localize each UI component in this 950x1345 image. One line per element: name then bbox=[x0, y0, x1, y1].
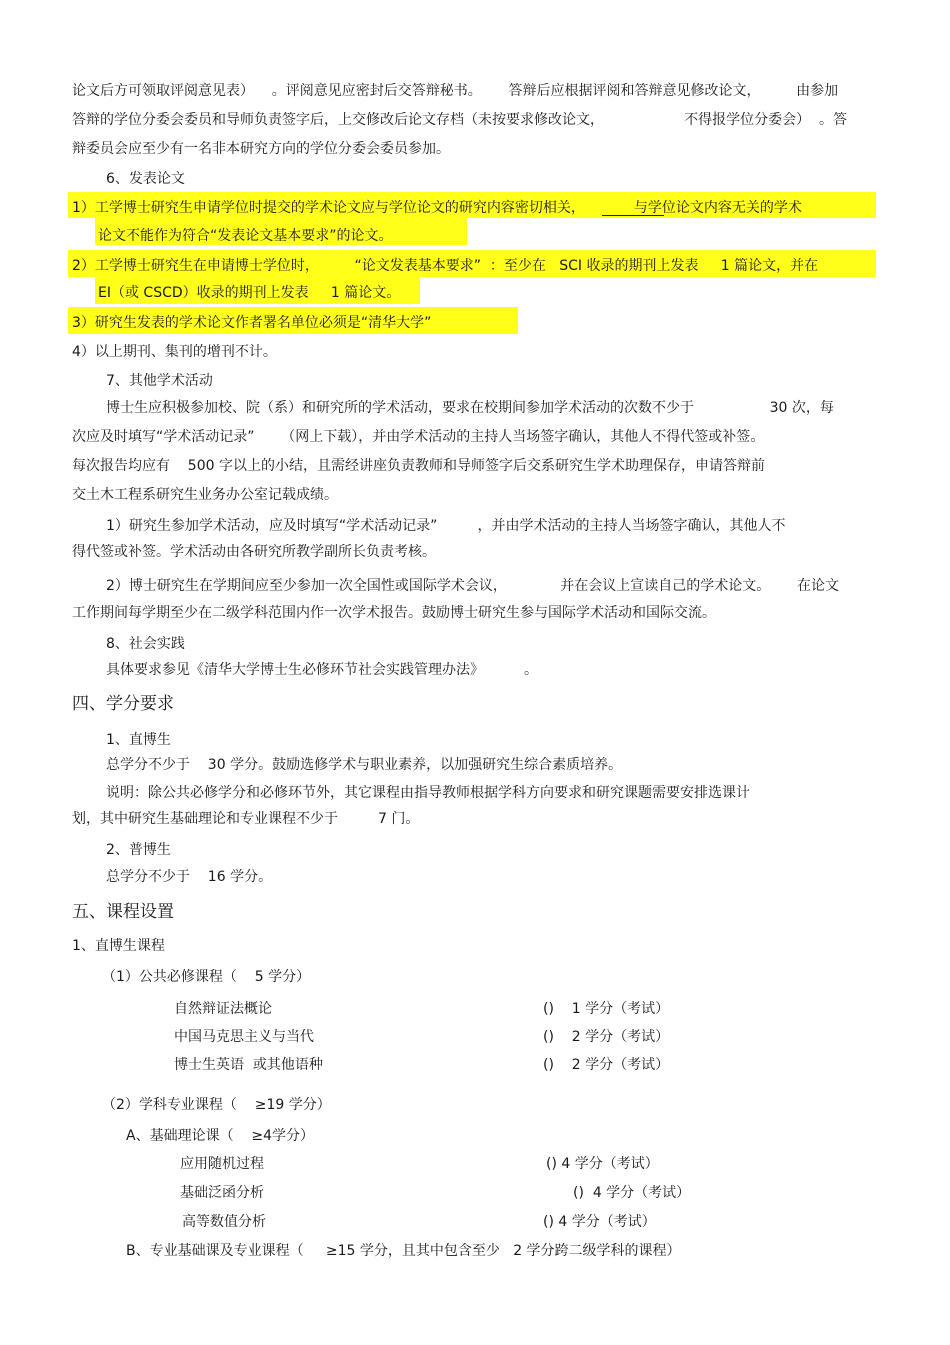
subsection-heading: （1）公共必修课程（ 5 学分） bbox=[102, 969, 311, 985]
course-name: 应用随机过程 bbox=[180, 1156, 264, 1172]
course-name: 基础泛函分析 bbox=[180, 1185, 264, 1201]
text-line: 2）工学博士研究生在申请博士学位时， “论文发表基本要求” ：至少在 SCI 收录的期刊上发表 1 篇论文，并在 bbox=[72, 258, 819, 274]
course-credit: () 2 学分（考试） bbox=[543, 1057, 670, 1073]
course-credit: () 2 学分（考试） bbox=[543, 1029, 670, 1045]
text-line: 具体要求参见《清华大学博士生必修环节社会实践管理办法》 。 bbox=[106, 662, 539, 678]
text-line: 论文后方可领取评阅意见表） 。评阅意见应密封后交答辩秘书。 答辩后应根据评阅和答辩意见修改论文， 由参加 bbox=[72, 83, 839, 99]
subsection-heading: （2）学科专业课程（ ≥19 学分） bbox=[102, 1097, 331, 1113]
course-credit: () 4 学分（考试） bbox=[546, 1156, 659, 1172]
course-name: 博士生英语 或其他语种 bbox=[174, 1057, 323, 1073]
section-heading: 6、发表论文 bbox=[106, 171, 185, 187]
course-credit: () 4 学分（考试） bbox=[543, 1214, 656, 1230]
text-line: 每次报告均应有 500 字以上的小结，且需经讲座负责教师和导师签字后交系研究生学术助理保存，申请答辩前 bbox=[72, 458, 765, 474]
section-heading: 1、直博生 bbox=[106, 732, 171, 748]
chapter-heading: 四、学分要求 bbox=[72, 694, 174, 714]
section-heading: 2、普博生 bbox=[106, 842, 171, 858]
text-line: 得代签或补签。学术活动由各研究所教学副所长负责考核。 bbox=[72, 544, 436, 560]
text-line: 1）工学博士研究生申请学位时提交的学术论文应与学位论文的研究内容密切相关， 与学位论文内容无关的学术 bbox=[72, 200, 802, 216]
course-name: 中国马克思主义与当代 bbox=[174, 1029, 314, 1045]
section-heading: 8、社会实践 bbox=[106, 636, 185, 652]
text-line: 3）研究生发表的学术论文作者署名单位必须是“清华大学” bbox=[72, 315, 432, 331]
section-heading: 7、其他学术活动 bbox=[106, 373, 213, 389]
course-credit: () 1 学分（考试） bbox=[543, 1001, 670, 1017]
text-line: 1）研究生参加学术活动，应及时填写“学术活动记录” ，并由学术活动的主持人当场签字确认，其他人不 bbox=[106, 518, 786, 534]
text-line: 交土木工程系研究生业务办公室记载成绩。 bbox=[72, 487, 338, 503]
text-line: 划，其中研究生基础理论和专业课程不少于 7 门。 bbox=[72, 811, 420, 827]
text-line: 总学分不少于 30 学分。鼓励选修学术与职业素养，以加强研究生综合素质培养。 bbox=[106, 757, 623, 773]
section-heading: 1、直博生课程 bbox=[72, 938, 165, 954]
text-line: 次应及时填写“学术活动记录” （网上下载），并由学术活动的主持人当场签字确认，其他人不得代签或补签。 bbox=[72, 429, 765, 445]
course-name: 高等数值分析 bbox=[182, 1214, 266, 1230]
text-line: 总学分不少于 16 学分。 bbox=[106, 869, 273, 885]
text-line: 4）以上期刊、集刊的增刊不计。 bbox=[72, 344, 277, 360]
course-credit: () 4 学分（考试） bbox=[573, 1185, 691, 1201]
text-line: 辩委员会应至少有一名非本研究方向的学位分委会委员参加。 bbox=[72, 141, 450, 157]
subsection-heading: B、专业基础课及专业课程（ ≥15 学分，且其中包含至少 2 学分跨二级学科的课程） bbox=[126, 1243, 681, 1259]
text-line: 博士生应积极参加校、院（系）和研究所的学术活动，要求在校期间参加学术活动的次数不少于 30 次，每 bbox=[106, 400, 834, 416]
text-line: 2）博士研究生在学期间应至少参加一次全国性或国际学术会议， 并在会议上宣读自己的学术论文。 在论文 bbox=[106, 578, 840, 594]
subsection-heading: A、基础理论课（ ≥4学分） bbox=[126, 1128, 315, 1144]
text-line: EI（或 CSCD）收录的期刊上发表 1 篇论文。 bbox=[98, 285, 401, 301]
text-line: 答辩的学位分委会委员和导师负责签字后，上交修改后论文存档（未按要求修改论文， 不得报学位分委会） 。答 bbox=[72, 112, 848, 128]
chapter-heading: 五、课程设置 bbox=[72, 902, 174, 922]
text-line: 论文不能作为符合“发表论文基本要求”的论文。 bbox=[98, 228, 393, 244]
text-line: 说明：除公共必修学分和必修环节外，其它课程由指导教师根据学科方向要求和研究课题需要安排选课计 bbox=[106, 785, 750, 801]
text-line: 工作期间每学期至少在二级学科范围内作一次学术报告。鼓励博士研究生参与国际学术活动和国际交流。 bbox=[72, 605, 716, 621]
course-name: 自然辩证法概论 bbox=[174, 1001, 272, 1017]
